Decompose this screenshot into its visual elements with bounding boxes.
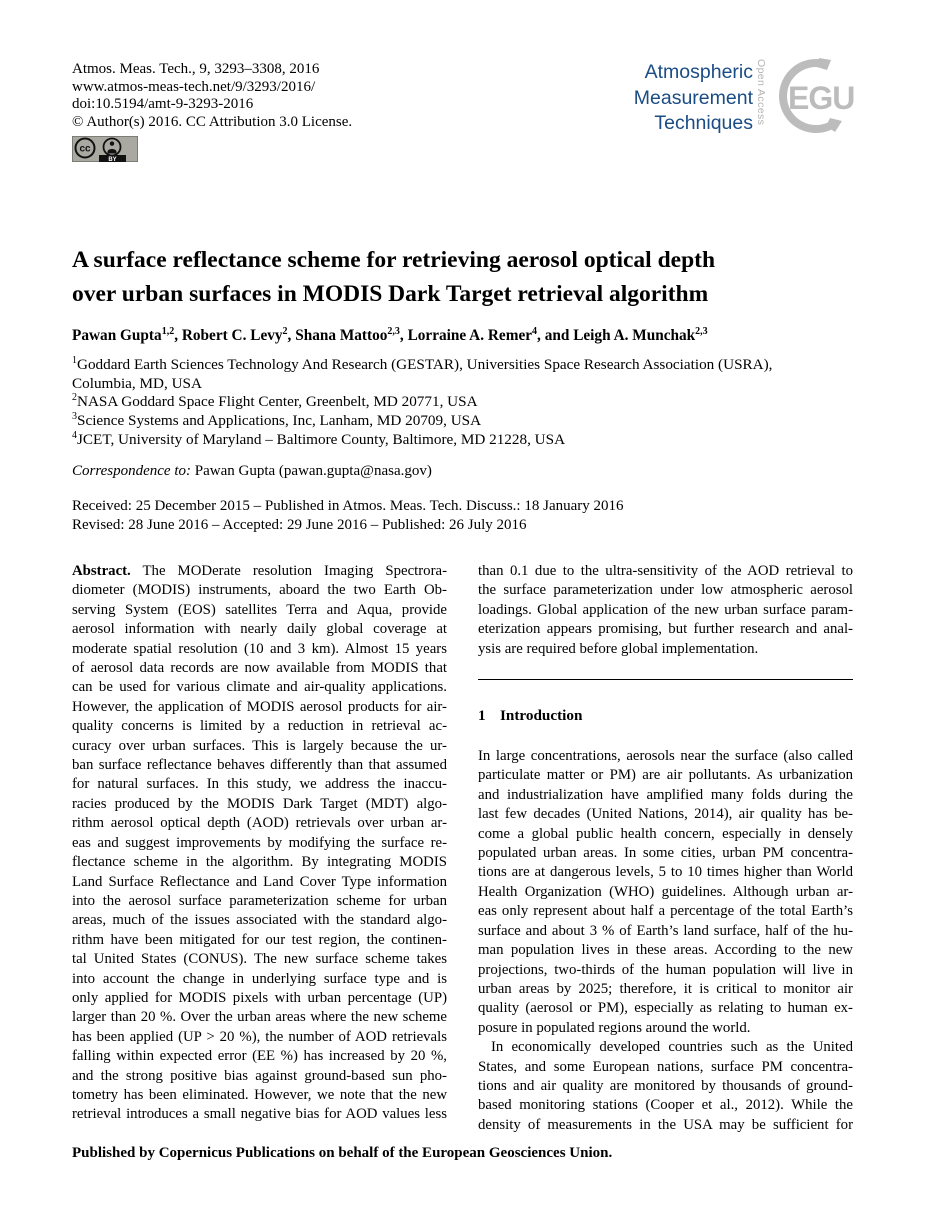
affiliations xyxy=(72,356,853,450)
left-column xyxy=(72,562,447,1125)
author-name: Robert C. Levy xyxy=(181,327,283,344)
abstract-line: retrieval introduces a small negative bias for AOD values less xyxy=(72,1106,447,1123)
abstract-line: into account the change in underlying surface type and is xyxy=(72,970,447,987)
revised-line: Revised: 28 June 2016 – Accepted: 29 June 2016 – Published: 26 July 2016 xyxy=(72,517,527,534)
abstract-line: eterization appears promising, but further research and anal- xyxy=(478,621,853,638)
author-list: Pawan Gupta$^{1,2}$, Robert C. Levy$^2$, Shana Mattoo$^{2,3}$, Lorraine A. Remer$^4$, and Leigh A. Munchak$^{2,3}$ xyxy=(72,325,708,344)
intro-line: urban areas by 2025; therefore, it is critical to monitor air xyxy=(478,980,853,997)
intro-line: man population lives in these areas. According to the new xyxy=(478,942,853,959)
abstract-line: Land Surface Reflectance and Land Cover Type information xyxy=(72,873,447,890)
right-column xyxy=(478,562,853,1135)
abstract-line: racies produced by the MODIS Dark Target (MDT) algo- xyxy=(72,795,447,812)
author-name: Shana Mattoo xyxy=(295,327,388,344)
intro-line: populated urban areas. In some cities, urban PM concentra- xyxy=(478,845,853,862)
intro-line: In large concentrations, aerosols near the surface (also called xyxy=(478,748,853,765)
abstract-line: tal United States (CONUS). The new surface scheme takes xyxy=(72,951,447,968)
section-heading-introduction xyxy=(478,706,853,726)
correspondence-line xyxy=(72,463,853,480)
author-affiliation-sup: 2,3 xyxy=(695,325,708,337)
abstract-line: into the aerosol surface parameterization scheme for urban xyxy=(72,892,447,909)
received-line: Received: 25 December 2015 – Published in Atmos. Meas. Tech. Discuss.: 18 January 2016 xyxy=(72,498,624,514)
abstract-line: larger than 20 %. Over the urban areas where the new scheme xyxy=(72,1009,447,1026)
affiliation-sup: 3 xyxy=(72,411,77,423)
affiliation-item: $^1$Goddard Earth Sciences Technology And Research (GESTAR), Universities Space Research Association (USRA), Columbia, MD, USA xyxy=(72,354,773,392)
abstract-line: falling within expected error (EE %) has increased by 20 %, xyxy=(72,1048,447,1065)
author-affiliation-sup: 1,2 xyxy=(161,325,175,337)
abstract-line: Abstract. The MODerate resolution Imaging Spectrora- xyxy=(72,563,447,579)
article-history xyxy=(72,497,853,536)
intro-paragraph-2 xyxy=(478,1038,853,1135)
abstract-line: diometer (MODIS) instruments, aboard the two Earth Ob- xyxy=(72,582,447,599)
abstract-line: However, the application of MODIS aerosol products for air- xyxy=(72,698,447,715)
abstract-line: can be used for various climate and air-quality applications. xyxy=(72,679,447,696)
abstract-continuation xyxy=(478,562,853,659)
intro-line: and industrialization have amplified many folds during the xyxy=(478,786,853,803)
svg-text:cc: cc xyxy=(79,143,91,155)
correspondence-contact[interactable]: Pawan Gupta (pawan.gupta@nasa.gov) xyxy=(191,463,432,479)
abstract-line: eas and suggest improvements by modifying the surface re- xyxy=(72,834,447,851)
title-line-1: A surface reflectance scheme for retrieving aerosol optical depth xyxy=(72,247,716,273)
abstract-line: for natural surfaces. In this study, we address the inaccu- xyxy=(72,776,447,793)
journal-name xyxy=(634,60,753,137)
abstract-line: aerosol information with nearly daily global coverage at xyxy=(72,621,447,638)
intro-line: density of measurements in the USA may be sufficient for xyxy=(478,1116,853,1133)
author-affiliation-sup: 2,3 xyxy=(387,325,400,337)
intro-line: projections, two-thirds of the human population will live in xyxy=(478,961,853,978)
intro-line: last few decades (United Nations, 2014), air quality has be- xyxy=(478,806,853,823)
open-access-label: Open Access xyxy=(755,59,767,126)
author-affiliation-sup: 2 xyxy=(282,325,288,337)
intro-line: particulate matter or PM) are air pollutants. As urbanization xyxy=(478,767,853,784)
intro-paragraph-1 xyxy=(478,747,853,1038)
cc-by-icon xyxy=(72,136,138,162)
affiliation-item: $^2$NASA Goddard Space Flight Center, Greenbelt, MD 20771, USA xyxy=(72,392,478,411)
abstract-line: has been applied (UP > 20 %), the number of AOD retrievals xyxy=(72,1028,447,1045)
abstract-line: tometry has been eliminated. However, we note that the new xyxy=(72,1086,447,1103)
section-number: 1 xyxy=(478,707,486,725)
article-doi[interactable]: doi:10.5194/amt-9-3293-2016 xyxy=(72,96,254,113)
intro-line: eas only represent about half a percentage of the total Earth’s xyxy=(478,903,853,920)
abstract-line: ysis are required before global implementation. xyxy=(478,640,759,657)
author-name: Leigh A. Munchak xyxy=(573,327,696,344)
journal-name-line: Atmospheric xyxy=(644,61,753,83)
abstract-line: loadings. Global application of the new urban surface param- xyxy=(478,601,853,618)
license-line: © Author(s) 2016. CC Attribution 3.0 License. xyxy=(72,114,353,131)
abstract-line: curacy over urban surfaces. This is largely because the ur- xyxy=(72,737,447,754)
author-name: Pawan Gupta xyxy=(72,327,162,344)
abstract-line: areas, much of the issues associated with the standard algo- xyxy=(72,912,447,929)
affiliation-item: $^4$JCET, University of Maryland – Baltimore County, Baltimore, MD 21228, USA xyxy=(72,429,566,448)
section-divider xyxy=(478,679,853,680)
intro-line: States, and some European nations, surface PM concentra- xyxy=(478,1058,853,1075)
affiliation-item: $^3$Science Systems and Applications, Inc, Lanham, MD 20709, USA xyxy=(72,411,482,430)
author-name: Lorraine A. Remer xyxy=(407,327,533,344)
publisher-note: Published by Copernicus Publications on behalf of the European Geosciences Union. xyxy=(72,1145,613,1161)
egu-logo-icon xyxy=(772,57,856,137)
intro-line: Health Organization (WHO) guidelines. Although urban ar- xyxy=(478,883,853,900)
intro-line: posure in populated regions around the world. xyxy=(478,1019,751,1036)
publication-info xyxy=(72,61,352,132)
intro-line: tions and air quality are monitored by thousands of ground- xyxy=(478,1077,853,1094)
intro-line: come a global public health concern, especially in densely xyxy=(478,825,853,842)
author-affiliation-sup: 4 xyxy=(532,325,538,337)
journal-name-line: Measurement xyxy=(633,86,753,109)
affiliation-sup: 4 xyxy=(72,429,77,441)
abstract-line: only applied for MODIS pixels with urban percentage (UP) xyxy=(72,989,447,1006)
abstract-label: Abstract. xyxy=(72,563,131,579)
egu-logo xyxy=(772,57,856,142)
abstract-line: than 0.1 due to the ultra-sensitivity of the AOD retrieval to xyxy=(478,563,853,579)
abstract-line: quality concerns is limited by a reduction in retrieval ac- xyxy=(72,718,447,735)
abstract-line: rithm have been mitigated for our test region, the continen- xyxy=(72,931,447,948)
cc-by-badge xyxy=(72,136,138,167)
article-title xyxy=(72,244,853,311)
article-url[interactable]: www.atmos-meas-tech.net/9/3293/2016/ xyxy=(72,78,316,95)
intro-line: surface and about 3 % of Earth’s land surface, half of the hu- xyxy=(478,922,853,939)
title-line-2: over urban surfaces in MODIS Dark Target retrieval algorithm xyxy=(72,280,709,307)
abstract-line: flectance scheme in the algorithm. By integrating MODIS xyxy=(72,854,447,871)
journal-citation: Atmos. Meas. Tech., 9, 3293–3308, 2016 xyxy=(72,61,320,77)
intro-line: quality (aerosol or PM), especially as relating to human ex- xyxy=(478,1000,853,1017)
abstract-line: moderate spatial resolution (10 and 3 km). Almost 15 years xyxy=(72,640,447,657)
intro-line: tions are at dangerous levels, 5 to 10 times higher than World xyxy=(478,864,853,881)
abstract-line: the surface parameterization under low atmospheric aerosol xyxy=(478,582,853,599)
intro-line: In economically developed countries such as the United xyxy=(491,1039,853,1056)
abstract-line: ban surface reflectance behaves differently than that assumed xyxy=(72,757,447,774)
journal-name-line: Techniques xyxy=(654,112,753,134)
svg-text:EGU: EGU xyxy=(788,80,855,116)
correspondence-label: Correspondence to: xyxy=(72,463,192,479)
affiliation-sup: 1 xyxy=(72,354,77,366)
abstract-line: and the strong positive bias against ground-based sun pho- xyxy=(72,1067,447,1084)
intro-line: based monitoring stations (Cooper et al., 2012). While the xyxy=(478,1097,853,1114)
affiliation-sup: 2 xyxy=(72,392,77,404)
section-title: Introduction xyxy=(500,707,583,725)
abstract-line: serving System (EOS) satellites Terra and Aqua, provide xyxy=(72,601,447,618)
abstract-line: of aerosol data records are now available from MODIS that xyxy=(72,660,447,677)
abstract-line: rithm aerosol optical depth (AOD) retrievals over urban ar- xyxy=(72,815,447,832)
svg-text:BY: BY xyxy=(108,156,117,162)
